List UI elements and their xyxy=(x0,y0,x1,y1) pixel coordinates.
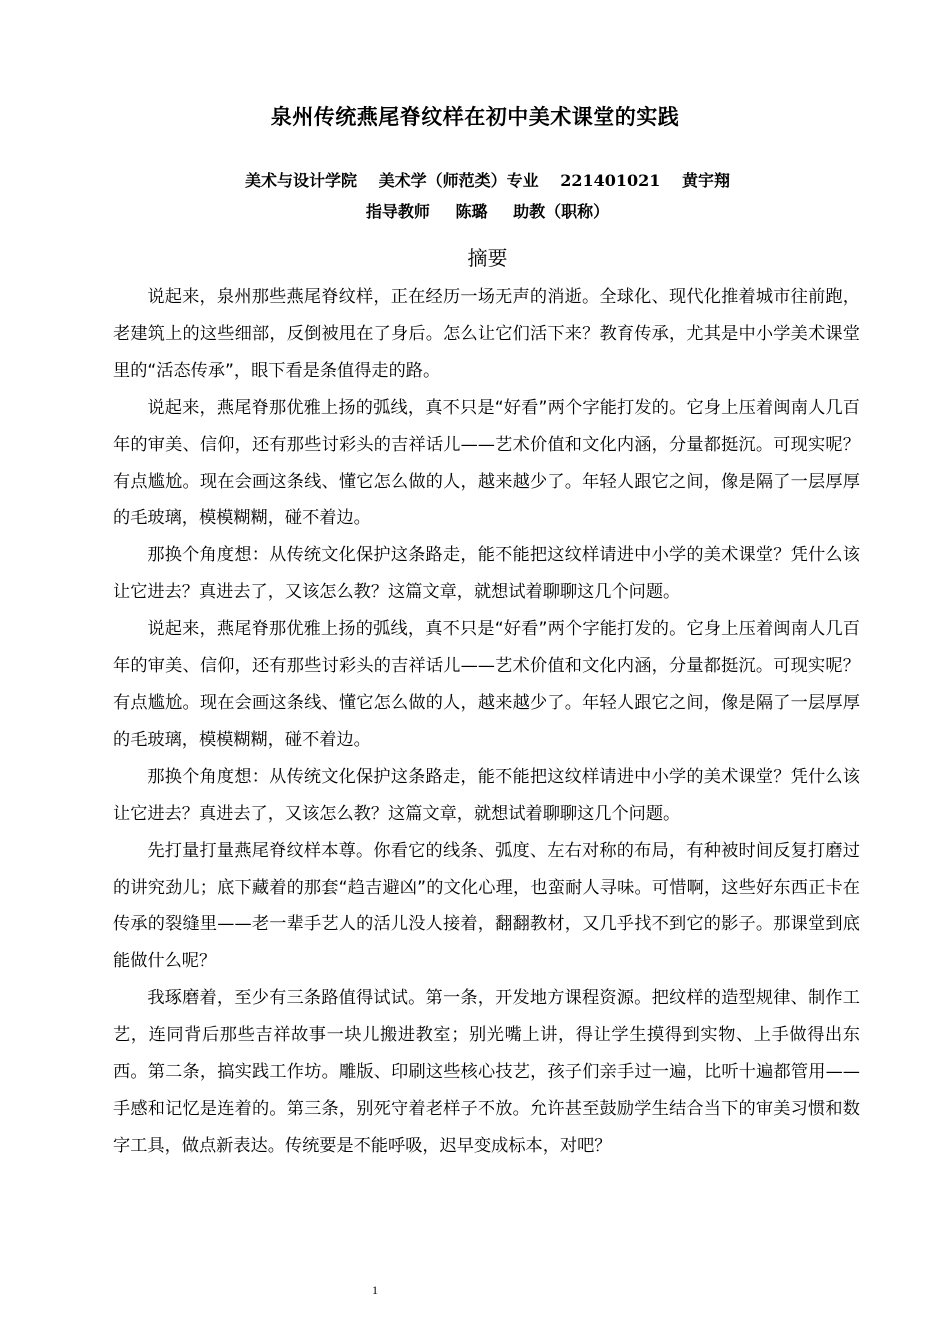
student-name: 黄宇翔 xyxy=(681,171,730,190)
page-number: 1 xyxy=(372,1283,378,1297)
abstract-paragraph: 说起来，燕尾脊那优雅上扬的弧线，真不只是“好看”两个字能打发的。它身上压着闽南人几百年的审美、信仰，还有那些讨彩头的吉祥话儿——艺术价值和文化内涵，分量都挺沉。可现实呢？有点尴尬。现在会画这条线、懂它怎么做的人，越来越少了。年轻人跟它之间，像是隔了一层厚厚的毛玻璃，模模糊糊，碰不着边。 xyxy=(113,619,860,750)
student-id: 221401021 xyxy=(560,171,661,190)
advisor-line xyxy=(0,200,950,224)
abstract-paragraph: 先打量打量燕尾脊纹样本尊。你看它的线条、弧度、左右对称的布局，有种被时间反复打磨过的讲究劲儿；底下藏着的那套“趋吉避凶”的文化心理，也蛮耐人寻味。可惜啊，这些好东西正卡在传承的裂缝里——老一辈手艺人的活儿没人接着，翻翻教材，又几乎找不到它的影子。那课堂到底能做什么呢？ xyxy=(113,840,860,972)
abstract-paragraph: 说起来，燕尾脊那优雅上扬的弧线，真不只是“好看”两个字能打发的。它身上压着闽南人几百年的审美、信仰，还有那些讨彩头的吉祥话儿——艺术价值和文化内涵，分量都挺沉。可现实呢？有点尴尬。现在会画这条线、懂它怎么做的人，越来越少了。年轻人跟它之间，像是隔了一层厚厚的毛玻璃，模模糊糊，碰不着边。 xyxy=(113,397,860,529)
advisor-label: 指导教师 xyxy=(365,202,430,221)
abstract-paragraph: 我琢磨着，至少有三条路值得试试。第一条，开发地方课程资源。把纹样的造型规律、制作工艺，连同背后那些吉祥故事一块儿搬进教室；别光嘴上讲，得让学生摸得到实物、上手做得出东西。第二条，搞实践工作坊。雕版、印刷这些核心技艺，孩子们亲手过一遍，比听十遍都管用——手感和记忆是连着的。第三条，别死守着老样子不放。允许甚至鼓励学生结合当下的审美习惯和数字工具，做点新表达。传统要是不能呼吸，迟早变成标本，对吧？ xyxy=(113,988,860,1156)
school-name: 美术与设计学院 xyxy=(245,171,358,190)
paper-title: 泉州传统燕尾脊纹样在初中美术课堂的实践 xyxy=(270,105,680,129)
author-line xyxy=(0,169,950,193)
advisor-name: 陈璐 xyxy=(455,202,488,221)
major-name: 美术学（师范类）专业 xyxy=(378,171,539,190)
abstract-paragraph: 说起来，泉州那些燕尾脊纹样，正在经历一场无声的消逝。全球化、现代化推着城市往前跑，老建筑上的这些细部，反倒被甩在了身后。怎么让它们活下来？教育传承，尤其是中小学美术课堂里的“活态传承”，眼下看是条值得走的路。 xyxy=(113,287,860,381)
abstract-paragraph: 那换个角度想：从传统文化保护这条路走，能不能把这纹样请进中小学的美术课堂？凭什么该让它进去？真进去了，又该怎么教？这篇文章，就想试着聊聊这几个问题。 xyxy=(113,766,860,824)
abstract-heading: 摘要 xyxy=(467,246,508,270)
advisor-title: 助教（职称） xyxy=(513,202,610,221)
abstract-body xyxy=(113,279,860,1165)
abstract-paragraph: 那换个角度想：从传统文化保护这条路走，能不能把这纹样请进中小学的美术课堂？凭什么该让它进去？真进去了，又该怎么教？这篇文章，就想试着聊聊这几个问题。 xyxy=(113,545,860,603)
